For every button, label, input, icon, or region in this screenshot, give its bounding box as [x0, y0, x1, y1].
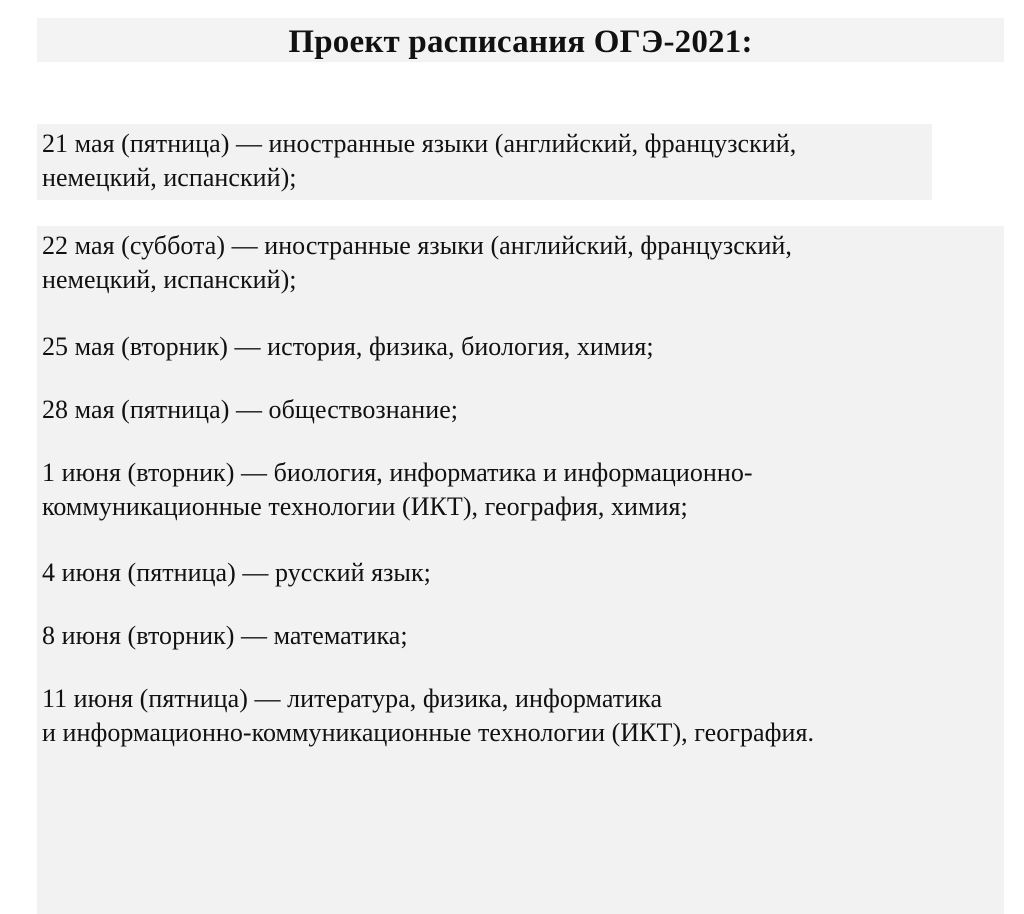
schedule-line: 11 июня (пятница) — литература, физика, информатика [42, 684, 663, 713]
schedule-line: 21 мая (пятница) — иностранные языки (английский, французский, [42, 129, 797, 158]
schedule-item-may-28 [42, 393, 458, 427]
schedule-item-june-8 [42, 619, 408, 653]
schedule-item-june-1 [42, 456, 753, 524]
schedule-line: и информационно-коммуникационные технологии (ИКТ), география. [42, 718, 815, 747]
schedule-line: 1 июня (вторник) — биология, информатика и информационно- [42, 458, 753, 487]
schedule-item-may-25 [42, 330, 654, 364]
schedule-item-june-11 [42, 682, 814, 750]
schedule-line: немецкий, испанский); [42, 265, 297, 294]
schedule-line: 28 мая (пятница) — обществознание; [42, 395, 459, 424]
schedule-line: 8 июня (вторник) — математика; [42, 621, 408, 650]
schedule-item-may-21 [42, 127, 796, 195]
schedule-item-may-22 [42, 229, 792, 297]
schedule-line: 25 мая (вторник) — история, физика, биология, химия; [42, 332, 654, 361]
schedule-line: 4 июня (пятница) — русский язык; [42, 558, 431, 587]
schedule-line: коммуникационные технологии (ИКТ), география, химия; [42, 492, 688, 521]
schedule-line: немецкий, испанский); [42, 163, 297, 192]
page-title: Проект расписания ОГЭ-2021: [288, 24, 753, 60]
schedule-line: 22 мая (суббота) — иностранные языки (английский, французский, [42, 231, 792, 260]
schedule-item-june-4 [42, 556, 431, 590]
